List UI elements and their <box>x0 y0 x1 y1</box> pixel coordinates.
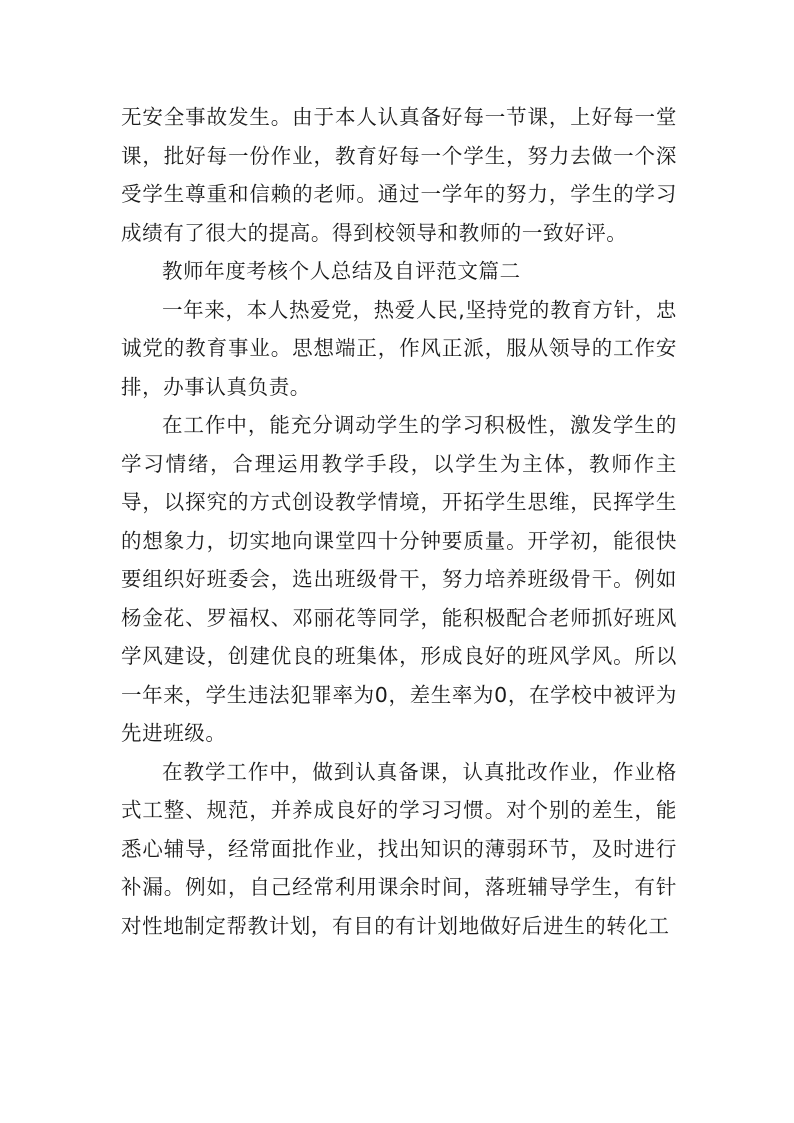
document-body <box>121 98 677 945</box>
paragraph-1: 无安全事故发生。由于本人认真备好每一节课，上好每一堂课，批好每一份作业，教育好每一个学生，努力去做一个深受学生尊重和信赖的老师。通过一学年的努力，学生的学习成绩有了很大的提高。得到校领导和教师的一致好评。 <box>121 105 677 245</box>
paragraph-3: 在工作中，能充分调动学生的学习积极性，激发学生的学习情绪，合理运用教学手段，以学生为主体，教师作主导，以探究的方式创设教学情境，开拓学生思维，民挥学生的想象力，切实地向课堂四十分钟要质量。开学初，能很快要组织好班委会，选出班级骨干，努力培养班级骨干。例如杨金花、罗福权、邓丽花等同学，能积极配合老师抓好班风学风建设，创建优良的班集体，形成良好的班风学风。所以一年来，学生违法犯罪率为0，差生率为0，在学校中被评为先进班级。 <box>121 413 677 745</box>
paragraph-4: 在教学工作中，做到认真备课，认真批改作业，作业格式工整、规范，并养成良好的学习习惯。对个别的差生，能悉心辅导，经常面批作业，找出知识的薄弱环节，及时进行补漏。例如，自己经常利用课余时间，落班辅导学生，有针对性地制定帮教计划，有目的有计划地做好后进生的转化工 <box>121 759 677 938</box>
paragraph-2: 一年来，本人热爱党，热爱人民,坚持党的教育方针，忠诚党的教育事业。思想端正，作风正派，服从领导的工作安排，办事认真负责。 <box>121 297 677 399</box>
section-heading: 教师年度考核个人总结及自评范文篇二 <box>162 259 521 283</box>
